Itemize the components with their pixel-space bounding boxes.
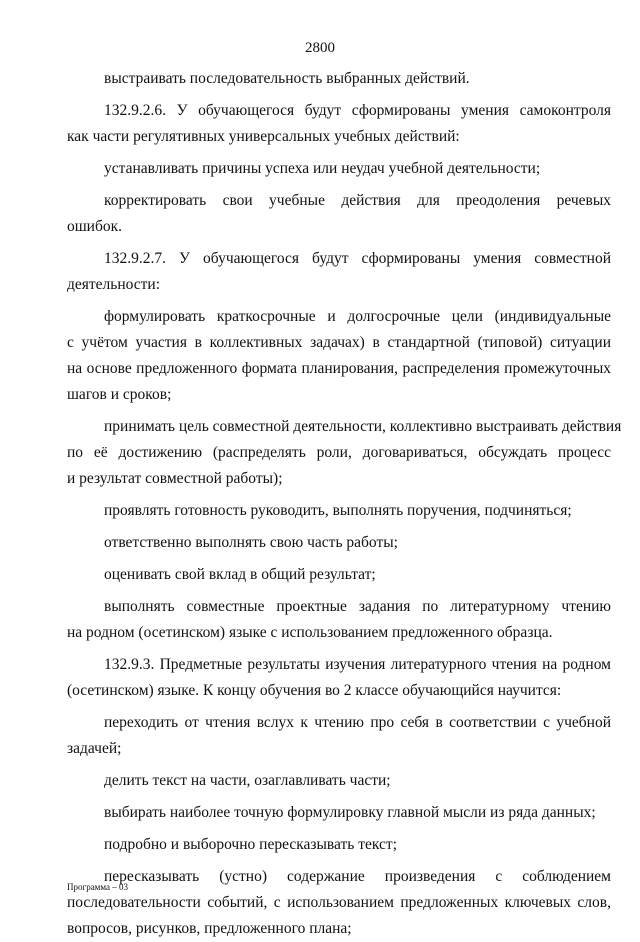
text-line: вопросов, рисунков, предложенного плана; — [67, 920, 352, 937]
text-line: выбирать наиболее точную формулировку главной мысли из ряда данных; — [104, 804, 596, 821]
text-line: 132.9.3. Предметные результаты изучения литературного чтения на родном — [104, 656, 611, 673]
text-line: подробно и выборочно пересказывать текст; — [104, 836, 397, 853]
text-line: выполнять совместные проектные задания по литературному чтению — [104, 598, 611, 615]
text-line: ошибок. — [67, 218, 123, 235]
text-line: выстраивать последовательность выбранных действий. — [104, 70, 470, 87]
text-line: ответственно выполнять свою часть работы; — [104, 534, 398, 551]
text-line: по её достижению (распределять роли, договариваться, обсуждать процесс — [67, 444, 611, 461]
text-line: переходить от чтения вслух к чтению про себя в соответствии с учебной — [104, 714, 611, 731]
text-line: корректировать свои учебные действия для преодоления речевых — [104, 192, 611, 209]
text-line: задачей; — [67, 740, 122, 757]
footer-label: Программа – 03 — [67, 882, 129, 892]
text-line: 132.9.2.7. У обучающегося будут сформированы умения совместной — [104, 250, 611, 267]
text-line: принимать цель совместной деятельности, коллективно выстраивать действия — [104, 418, 622, 435]
text-line: на родном (осетинском) языке с использованием предложенного образца. — [67, 624, 553, 641]
text-line: делить текст на части, озаглавливать части; — [104, 772, 391, 789]
text-line: 132.9.2.6. У обучающегося будут сформированы умения самоконтроля — [104, 102, 611, 119]
document-body — [67, 66, 622, 942]
text-line: на основе предложенного формата планирования, распределения промежуточных — [67, 360, 611, 377]
text-line: последовательности событий, с использованием предложенных ключевых слов, — [67, 894, 611, 911]
text-line: формулировать краткосрочные и долгосрочные цели (индивидуальные — [104, 308, 611, 325]
text-line: деятельности: — [67, 276, 161, 293]
text-line: шагов и сроков; — [67, 386, 172, 403]
text-line: пересказывать (устно) содержание произведения с соблюдением — [104, 868, 611, 885]
text-line: как части регулятивных универсальных учебных действий: — [67, 128, 460, 145]
text-line: с учётом участия в коллективных задачах) в стандартной (типовой) ситуации — [67, 334, 611, 351]
text-line: проявлять готовность руководить, выполнять поручения, подчиняться; — [104, 502, 572, 519]
page-number: 2800 — [305, 40, 335, 56]
text-line: и результат совместной работы); — [67, 470, 283, 487]
text-line: оценивать свой вклад в общий результат; — [104, 566, 376, 583]
text-line: (осетинском) языке. К концу обучения во 2 классе обучающийся научится: — [67, 682, 562, 699]
text-line: устанавливать причины успеха или неудач учебной деятельности; — [104, 160, 541, 177]
